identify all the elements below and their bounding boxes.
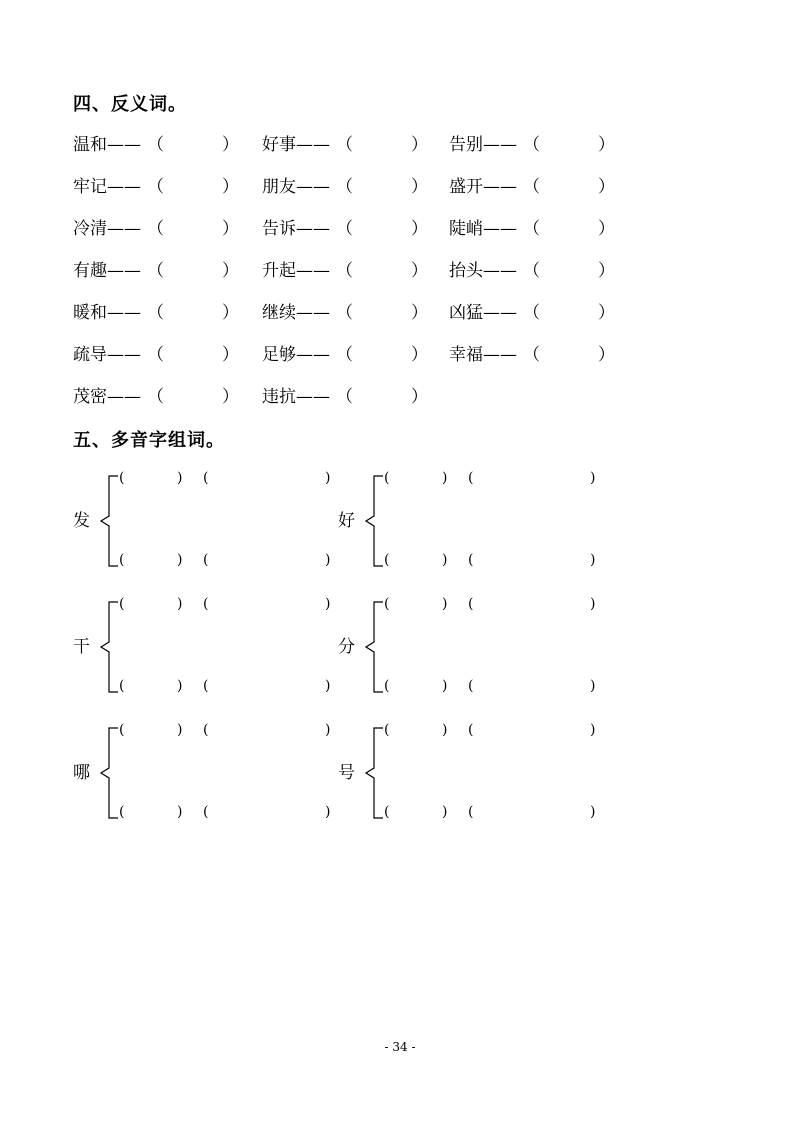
dash: ——	[483, 135, 517, 155]
left-paren: （	[147, 177, 164, 197]
right-paren: ）	[598, 219, 615, 239]
left-paren: （	[336, 345, 353, 365]
left-paren: (	[468, 552, 474, 568]
polyphone-char: 好	[338, 511, 355, 531]
left-paren: (	[384, 596, 390, 612]
left-paren: （	[147, 135, 164, 155]
antonym-row	[0, 382, 800, 406]
right-paren: )	[590, 804, 596, 820]
antonym-item	[73, 130, 239, 155]
antonym-item	[262, 298, 428, 323]
right-paren: ）	[222, 303, 239, 323]
right-paren: ）	[222, 135, 239, 155]
answer-blank[interactable]	[476, 804, 588, 820]
right-paren: ）	[598, 177, 615, 197]
right-paren: )	[177, 804, 183, 820]
antonym-word: 升起	[262, 261, 296, 281]
polyphone-char: 干	[73, 637, 90, 657]
left-paren: (	[384, 804, 390, 820]
antonym-word: 茂密	[73, 387, 107, 407]
dash: ——	[483, 303, 517, 323]
polyphone-group	[338, 592, 658, 702]
antonym-item	[449, 172, 615, 197]
dash: ——	[296, 261, 330, 281]
left-paren: (	[203, 552, 209, 568]
left-paren: （	[336, 177, 353, 197]
antonym-word: 盛开	[449, 177, 483, 197]
right-paren: )	[177, 722, 183, 738]
section-4-title: 四、反义词。	[73, 94, 187, 115]
answer-blank[interactable]	[392, 552, 440, 568]
left-paren: (	[468, 596, 474, 612]
answer-blank[interactable]	[476, 552, 588, 568]
answer-blank[interactable]	[127, 596, 175, 612]
left-paren: （	[523, 219, 540, 239]
polyphone-char: 号	[338, 763, 355, 783]
left-paren: (	[203, 596, 209, 612]
dash: ——	[483, 177, 517, 197]
dash: ——	[107, 387, 141, 407]
right-paren: ）	[598, 135, 615, 155]
right-paren: )	[177, 470, 183, 486]
dash: ——	[296, 345, 330, 365]
answer-blank[interactable]	[392, 722, 440, 738]
antonym-item	[449, 298, 615, 323]
right-paren: ）	[222, 219, 239, 239]
right-paren: )	[177, 552, 183, 568]
right-paren: )	[325, 470, 331, 486]
right-paren: ）	[411, 387, 428, 407]
dash: ——	[483, 345, 517, 365]
answer-blank[interactable]	[211, 804, 323, 820]
answer-blank[interactable]	[476, 722, 588, 738]
antonym-word: 疏导	[73, 345, 107, 365]
antonym-item	[73, 298, 239, 323]
antonym-word: 温和	[73, 135, 107, 155]
antonym-word: 继续	[262, 303, 296, 323]
dash: ——	[296, 219, 330, 239]
right-paren: )	[442, 678, 448, 694]
left-paren: (	[384, 552, 390, 568]
antonym-word: 冷清	[73, 219, 107, 239]
right-paren: ）	[411, 219, 428, 239]
answer-blank[interactable]	[211, 678, 323, 694]
left-paren: （	[523, 135, 540, 155]
antonym-word: 告别	[449, 135, 483, 155]
dash: ——	[107, 345, 141, 365]
polyphone-char: 分	[338, 637, 355, 657]
right-paren: )	[177, 596, 183, 612]
right-paren: ）	[411, 261, 428, 281]
left-paren: （	[523, 177, 540, 197]
section-5-title: 五、多音字组词。	[73, 430, 225, 451]
antonym-word: 陡峭	[449, 219, 483, 239]
left-paren: (	[384, 678, 390, 694]
antonym-word: 暖和	[73, 303, 107, 323]
right-paren: )	[590, 470, 596, 486]
left-paren: (	[119, 804, 125, 820]
dash: ——	[483, 261, 517, 281]
antonym-row	[0, 172, 800, 196]
right-paren: )	[590, 678, 596, 694]
left-paren: （	[336, 387, 353, 407]
left-paren: (	[468, 722, 474, 738]
antonym-item	[73, 172, 239, 197]
answer-blank[interactable]	[127, 804, 175, 820]
right-paren: )	[177, 678, 183, 694]
antonym-word: 告诉	[262, 219, 296, 239]
answer-blank[interactable]	[476, 470, 588, 486]
right-paren: ）	[222, 261, 239, 281]
right-paren: )	[590, 552, 596, 568]
left-paren: (	[468, 470, 474, 486]
right-paren: ）	[411, 345, 428, 365]
antonym-word: 好事	[262, 135, 296, 155]
left-paren: （	[336, 303, 353, 323]
answer-blank[interactable]	[127, 552, 175, 568]
right-paren: )	[590, 596, 596, 612]
antonym-item	[73, 340, 239, 365]
antonym-row	[0, 256, 800, 280]
right-paren: )	[325, 722, 331, 738]
antonym-word: 朋友	[262, 177, 296, 197]
left-paren: (	[203, 722, 209, 738]
right-paren: )	[325, 678, 331, 694]
antonym-row	[0, 130, 800, 154]
left-paren: (	[119, 470, 125, 486]
right-paren: )	[442, 722, 448, 738]
left-paren: （	[523, 345, 540, 365]
left-paren: (	[119, 678, 125, 694]
polyphone-char: 哪	[73, 763, 90, 783]
dash: ——	[107, 303, 141, 323]
antonym-word: 有趣	[73, 261, 107, 281]
antonym-item	[449, 340, 615, 365]
left-paren: (	[468, 804, 474, 820]
left-paren: （	[523, 261, 540, 281]
answer-blank[interactable]	[211, 596, 323, 612]
dash: ——	[296, 177, 330, 197]
answer-blank[interactable]	[476, 678, 588, 694]
left-paren: （	[147, 261, 164, 281]
answer-blank[interactable]	[476, 596, 588, 612]
polyphone-char: 发	[73, 511, 90, 531]
right-paren: )	[442, 804, 448, 820]
antonym-word: 幸福	[449, 345, 483, 365]
antonym-row	[0, 214, 800, 238]
antonym-item	[73, 214, 239, 239]
answer-blank[interactable]	[392, 470, 440, 486]
dash: ——	[296, 135, 330, 155]
answer-blank[interactable]	[392, 804, 440, 820]
right-paren: )	[442, 596, 448, 612]
antonym-item	[262, 130, 428, 155]
left-paren: （	[336, 219, 353, 239]
left-paren: (	[384, 470, 390, 486]
left-paren: （	[147, 303, 164, 323]
antonym-item	[73, 382, 239, 407]
dash: ——	[296, 303, 330, 323]
right-paren: ）	[598, 345, 615, 365]
polyphone-group	[338, 718, 658, 828]
right-paren: )	[442, 552, 448, 568]
right-paren: ）	[411, 177, 428, 197]
dash: ——	[483, 219, 517, 239]
dash: ——	[107, 177, 141, 197]
answer-blank[interactable]	[127, 678, 175, 694]
antonym-row	[0, 340, 800, 364]
left-paren: （	[147, 345, 164, 365]
right-paren: ）	[222, 177, 239, 197]
antonym-item	[262, 340, 428, 365]
left-paren: （	[336, 261, 353, 281]
answer-blank[interactable]	[392, 678, 440, 694]
left-paren: （	[147, 219, 164, 239]
left-paren: （	[147, 387, 164, 407]
antonym-word: 牢记	[73, 177, 107, 197]
polyphone-group	[338, 466, 658, 576]
right-paren: ）	[222, 345, 239, 365]
left-paren: (	[203, 470, 209, 486]
answer-blank[interactable]	[211, 552, 323, 568]
right-paren: )	[325, 596, 331, 612]
antonym-item	[449, 256, 615, 281]
left-paren: (	[468, 678, 474, 694]
left-paren: (	[203, 804, 209, 820]
right-paren: )	[325, 552, 331, 568]
dash: ——	[296, 387, 330, 407]
right-paren: ）	[598, 303, 615, 323]
left-paren: (	[384, 722, 390, 738]
antonym-item	[262, 256, 428, 281]
right-paren: ）	[222, 387, 239, 407]
antonym-word: 凶猛	[449, 303, 483, 323]
answer-blank[interactable]	[211, 722, 323, 738]
answer-blank[interactable]	[211, 470, 323, 486]
left-paren: （	[336, 135, 353, 155]
left-paren: (	[119, 596, 125, 612]
dash: ——	[107, 135, 141, 155]
antonym-item	[262, 172, 428, 197]
dash: ——	[107, 261, 141, 281]
antonym-row	[0, 298, 800, 322]
right-paren: ）	[411, 303, 428, 323]
right-paren: )	[590, 722, 596, 738]
antonym-word: 抬头	[449, 261, 483, 281]
answer-blank[interactable]	[127, 470, 175, 486]
answer-blank[interactable]	[127, 722, 175, 738]
right-paren: )	[325, 804, 331, 820]
left-paren: (	[119, 722, 125, 738]
right-paren: ）	[598, 261, 615, 281]
left-paren: (	[203, 678, 209, 694]
left-paren: （	[523, 303, 540, 323]
antonym-item	[262, 382, 428, 407]
left-paren: (	[119, 552, 125, 568]
antonym-item	[262, 214, 428, 239]
right-paren: ）	[411, 135, 428, 155]
page-number: - 34 -	[384, 1040, 416, 1054]
dash: ——	[107, 219, 141, 239]
antonym-item	[449, 214, 615, 239]
antonym-item	[73, 256, 239, 281]
antonym-item	[449, 130, 615, 155]
right-paren: )	[442, 470, 448, 486]
antonym-word: 足够	[262, 345, 296, 365]
antonym-word: 违抗	[262, 387, 296, 407]
answer-blank[interactable]	[392, 596, 440, 612]
